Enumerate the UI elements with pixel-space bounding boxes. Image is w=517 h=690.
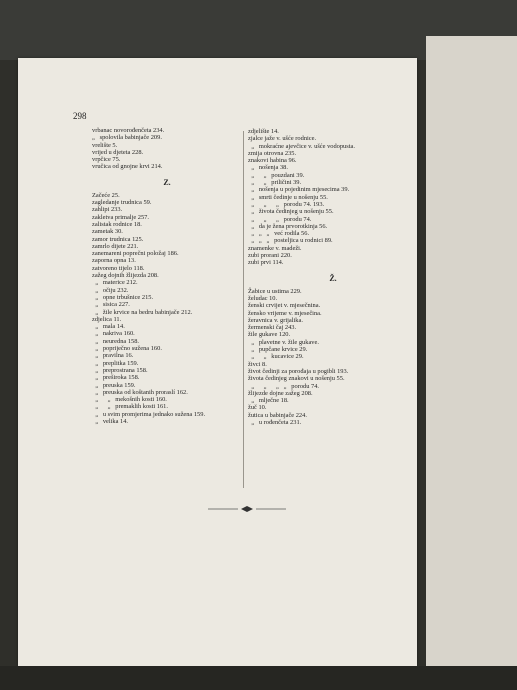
index-entry: „ da je žena prvorotkinja 56. bbox=[248, 222, 328, 230]
index-entry: znakovi habina 96. bbox=[248, 157, 297, 165]
table-surface bbox=[0, 666, 517, 690]
index-column-left bbox=[92, 127, 242, 425]
ornament-divider-icon bbox=[208, 505, 286, 513]
page-number: 298 bbox=[73, 111, 87, 121]
index-entry: žlijezde dojne zažeg 208. bbox=[248, 389, 313, 397]
index-entry: ženski crvijet v. mjesečnina. bbox=[248, 302, 321, 310]
index-entry: žensko vrijeme v. mjesečina. bbox=[248, 309, 322, 317]
index-entry: zjalce jaže v. ušće rodnice. bbox=[248, 135, 317, 143]
index-column-right bbox=[248, 128, 418, 426]
index-entry: „ sisica 227. bbox=[92, 301, 130, 309]
index-entry: „ „ „ već rodila 56. bbox=[248, 230, 310, 238]
index-entry: zametak 30. bbox=[92, 228, 123, 236]
index-entry: „ „ priličini 39. bbox=[248, 179, 302, 187]
index-entry: „ preuska 159. bbox=[92, 381, 136, 389]
index-entry: život čedinji za porođaja u pogibli 193. bbox=[248, 367, 349, 375]
section-heading: Z. bbox=[163, 177, 171, 187]
index-entry: zanemareni poprečni položaj 186. bbox=[92, 250, 179, 258]
index-entry: zamor trudnica 125. bbox=[92, 235, 144, 243]
index-entry: zdjelište 14. bbox=[248, 128, 279, 135]
section-heading: Ž. bbox=[329, 273, 337, 283]
index-entry: „ mlječne 18. bbox=[248, 397, 289, 405]
index-entry: žile gukave 120. bbox=[248, 331, 291, 339]
index-entry: „ preprostrana 158. bbox=[92, 366, 148, 374]
index-entry: vrpčice 75. bbox=[92, 156, 121, 164]
index-entry: „ „ pouzdani 39. bbox=[248, 171, 305, 179]
index-entry: Žabice u ustima 229. bbox=[248, 287, 302, 295]
index-entry: „ „ „ porodu 74. bbox=[248, 215, 312, 223]
index-entry: „ „ mekošnih kosti 160. bbox=[92, 396, 167, 404]
index-entry: „ preuska od koštanih proraslí 162. bbox=[92, 388, 188, 396]
index-entry: žermenski čaj 243. bbox=[248, 324, 297, 332]
index-entry: vrelište 5. bbox=[92, 141, 118, 149]
index-entry: „ „ „ porodu 74. 193. bbox=[248, 200, 325, 208]
index-entry: „ nošenja u pojedinim mjesecima 39. bbox=[248, 186, 350, 194]
index-entry: „ u rođenčeta 231. bbox=[248, 418, 302, 426]
index-entry: vručica od gnojne krvi 214. bbox=[92, 163, 163, 171]
index-entry: „ života čedinjeg u nošenju 55. bbox=[248, 208, 334, 216]
index-entry: „ velika 14. bbox=[92, 417, 129, 425]
index-entry: žeravnica v. grijalika. bbox=[248, 316, 303, 324]
index-entry: živci 8. bbox=[248, 360, 267, 368]
index-entry: „ u svim promjerima jednako sužena 159. bbox=[92, 410, 206, 418]
index-entry: „ nakriva 160. bbox=[92, 330, 135, 338]
index-entry: zahlipi 233. bbox=[92, 206, 123, 214]
index-entry: vrijed u djeteta 228. bbox=[92, 148, 144, 156]
index-entry: znamenke v. madeži. bbox=[248, 244, 302, 252]
index-entry: „ preširoka 158. bbox=[92, 374, 140, 382]
index-entry: zažeg dojnih žlijezda 208. bbox=[92, 272, 159, 280]
index-entry: vrbanac novorođenčeta 234. bbox=[92, 127, 165, 134]
index-entry: žutica u babinjače 224. bbox=[248, 411, 307, 419]
index-entry: zakletva primalje 257. bbox=[92, 213, 149, 221]
index-entry: zubi prvi 114. bbox=[248, 259, 284, 267]
index-entry: „ „ „ posteljica u rodnici 89. bbox=[248, 237, 333, 245]
index-entry: „ opne trbušnice 215. bbox=[92, 293, 154, 301]
index-entry: „ pravilna 16. bbox=[92, 352, 134, 360]
index-entry: zatvoreno tijelo 118. bbox=[92, 264, 145, 272]
index-entry: „ nošenja 38. bbox=[248, 164, 288, 172]
index-entry: „ pupčane krvice 29. bbox=[248, 346, 308, 354]
facing-page-edge bbox=[426, 36, 517, 666]
index-entry: „ žile krvice na bedru babinjače 212. bbox=[92, 308, 193, 316]
index-entry: zagledanje trudnica 59. bbox=[92, 199, 152, 207]
index-entry: Začeće 25. bbox=[92, 191, 120, 199]
index-entry: „ materice 212. bbox=[92, 279, 138, 287]
index-entry: „ smrti čedinje u nošenju 55. bbox=[248, 193, 328, 201]
index-entry: „ mokraćne ajevčice v. ušće vodopusta. bbox=[248, 142, 355, 150]
column-divider bbox=[243, 131, 244, 488]
index-entry: „ „ premaklih kosti 161. bbox=[92, 403, 168, 411]
index-entry: „ „ „ „ porodu 74. bbox=[248, 382, 319, 390]
index-entry: zdjelica 11. bbox=[92, 315, 122, 323]
index-entry: zalistak rodnice 18. bbox=[92, 220, 142, 228]
index-entry: žuč 10. bbox=[248, 404, 267, 412]
index-entry: zaporna opna 13. bbox=[92, 257, 136, 265]
index-entry: „ spolovila babinjače 209. bbox=[92, 134, 162, 142]
index-entry: zubi prorani 220. bbox=[248, 252, 292, 260]
index-entry: „ plavetne v. žile gukave. bbox=[248, 338, 319, 346]
index-entry: „ očiju 232. bbox=[92, 286, 129, 294]
index-entry: želudac 10. bbox=[248, 294, 278, 302]
index-entry: „ „ kucavice 29. bbox=[248, 353, 304, 361]
index-entry: „ neuredna 158. bbox=[92, 337, 140, 345]
index-entry: „ preplitka 159. bbox=[92, 359, 139, 367]
index-entry: zamrlo dijete 221. bbox=[92, 242, 139, 250]
index-entry: „ popriječno sužena 160. bbox=[92, 345, 162, 353]
index-entry: života čedinjeg znakovi u nošenju 55. bbox=[248, 375, 345, 383]
index-entry: „ mala 14. bbox=[92, 323, 125, 331]
index-entry: zmija otrovna 235. bbox=[248, 149, 297, 157]
